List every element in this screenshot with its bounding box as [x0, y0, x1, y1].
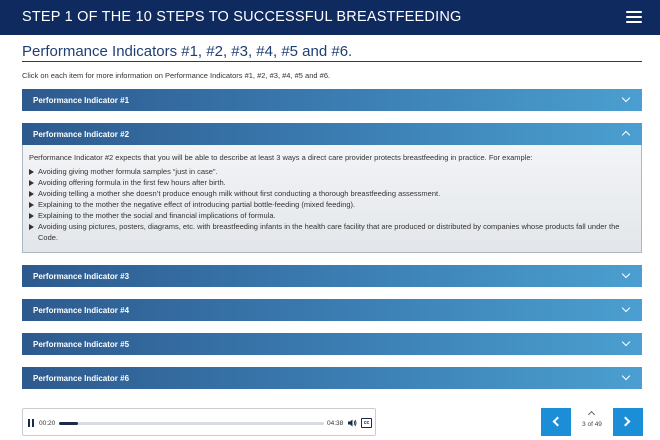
- accordion-label: Performance Indicator #4: [33, 306, 130, 315]
- list-item: Avoiding giving mother formula samples “just in case”.: [29, 166, 637, 177]
- list-item: Explaining to the mother the social and financial implications of formula.: [29, 210, 637, 221]
- chevron-left-icon: [553, 417, 563, 427]
- page-title: Performance Indicators #1, #2, #3, #4, #5 and #6.: [22, 43, 353, 60]
- accordion-label: Performance Indicator #1: [33, 96, 130, 105]
- accordion-header-4[interactable]: [22, 299, 642, 321]
- accordion-header-5[interactable]: [22, 333, 642, 355]
- accordion-label: Performance Indicator #2: [33, 130, 130, 139]
- chevron-up-icon[interactable]: [588, 411, 595, 418]
- next-button[interactable]: [613, 408, 643, 436]
- progress-track[interactable]: [59, 422, 324, 425]
- chevron-right-icon: [621, 417, 631, 427]
- accordion-header-1[interactable]: [22, 89, 642, 111]
- list-item: Explaining to the mother the negative effect of introducing partial bottle-feeding (mixed feeding).: [29, 199, 637, 210]
- accordion-header-6[interactable]: [22, 367, 642, 389]
- progress-fill: [59, 422, 78, 425]
- list-item: Avoiding offering formula in the first few hours after birth.: [29, 177, 637, 188]
- accordion-label: Performance Indicator #6: [33, 374, 130, 383]
- duration-time: 04:38: [327, 420, 344, 427]
- current-time: 00:20: [39, 420, 56, 427]
- list-item: Avoiding using pictures, posters, diagrams, etc. with breastfeeding infants in the health care facility that are produced or distributed by companies whose products fall under the Code.: [29, 221, 637, 243]
- intro-text: Click on each item for more information on Performance Indicators #1, #2, #3, #4, #5 and #6.: [22, 71, 331, 80]
- accordion-label: Performance Indicator #3: [33, 272, 130, 281]
- accordion-header-2[interactable]: [22, 123, 642, 145]
- chevron-down-icon: [622, 94, 630, 102]
- accordion-label: Performance Indicator #5: [33, 340, 130, 349]
- previous-button[interactable]: [541, 408, 571, 436]
- page-count-text: 3 of 49: [582, 421, 602, 428]
- panel-lead-text: Performance Indicator #2 expects that you will be able to describe at least 3 ways a direct care provider protects breastfeeding in practice. For example:: [29, 153, 533, 162]
- chevron-down-icon: [622, 372, 630, 380]
- audio-player: [22, 408, 376, 436]
- accordion-header-3[interactable]: [22, 265, 642, 287]
- chevron-down-icon: [622, 338, 630, 346]
- list-item: Avoiding telling a mother she doesn’t produce enough milk without first conducting a thorough breastfeeding assessment.: [29, 188, 637, 199]
- course-title: STEP 1 OF THE 10 STEPS TO SUCCESSFUL BREASTFEEDING: [22, 9, 462, 25]
- chevron-down-icon: [622, 304, 630, 312]
- chevron-up-icon: [622, 131, 630, 139]
- hamburger-icon[interactable]: [626, 11, 642, 24]
- title-divider: [22, 61, 642, 62]
- page-counter: [571, 408, 613, 436]
- volume-icon[interactable]: [347, 418, 357, 428]
- pause-icon[interactable]: [28, 419, 35, 427]
- top-bar: [0, 0, 660, 35]
- accordion-panel-2: [22, 145, 642, 253]
- bullet-list: [29, 166, 637, 243]
- chevron-down-icon: [622, 270, 630, 278]
- captions-icon[interactable]: cc: [361, 418, 372, 428]
